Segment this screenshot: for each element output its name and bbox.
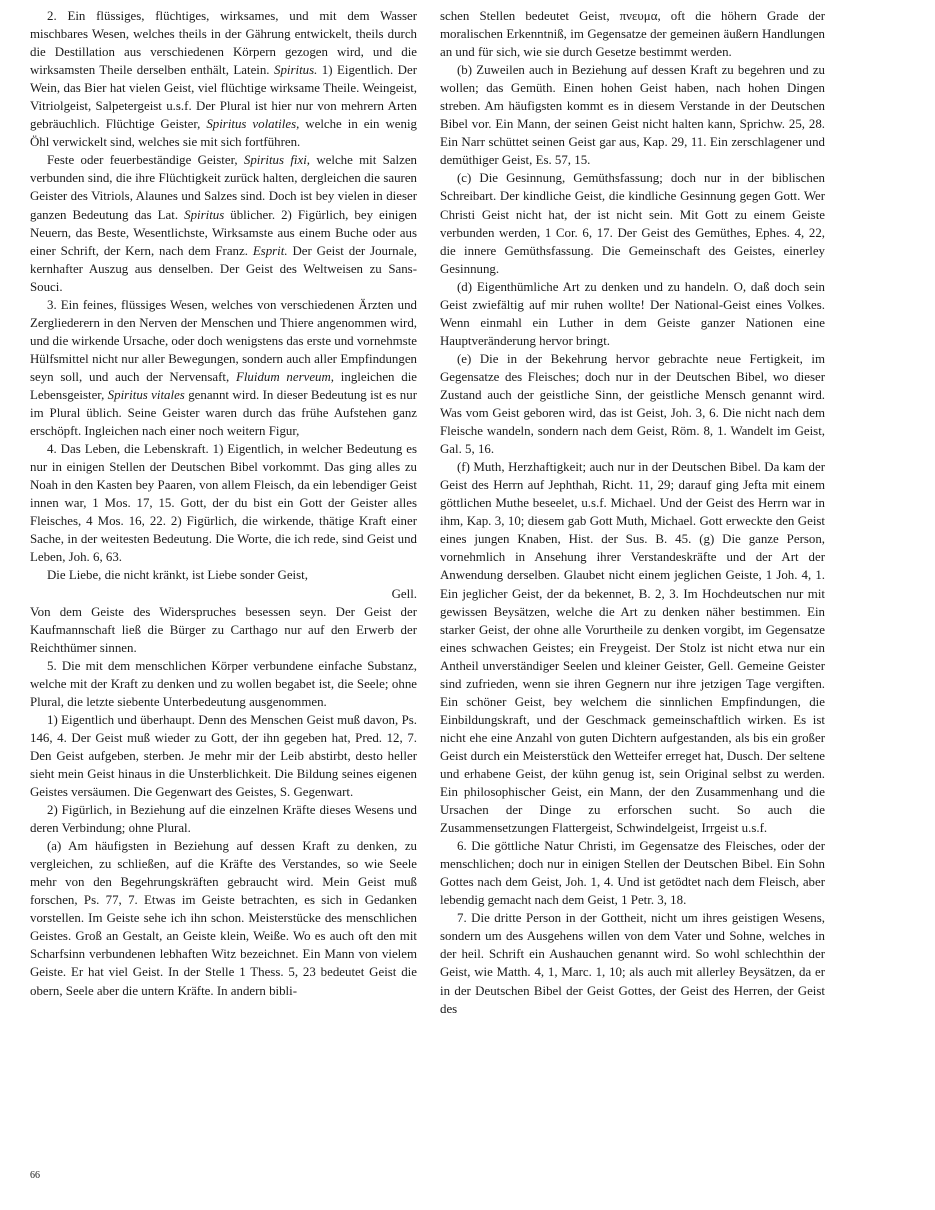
paragraph	[440, 458, 825, 837]
text-run: Der Geist der Journale, kernhafter Auszug aus denselben. Der Geist des Weltweisen zu Sans-Souci.	[30, 243, 417, 294]
paragraph	[440, 278, 825, 350]
text-run: (d) Eigenthümliche Art zu denken und zu handeln. O, daß doch sein Geist zwiefältig auf mir ruhen wollte! Der National-Geist eines Volkes. Wenn einmahl ein Luther in dem Geiste ganzer Nationen eine Hauptveränderung hervor bringt.	[440, 279, 825, 348]
text-run: 4. Das Leben, die Lebenskraft. 1) Eigentlich, in welcher Bedeutung es nur in einigen Stellen der Deutschen Bibel vorkommt. Das ging alles zu Noah in den Kasten bey Paaren, von allem Fleisch, da ein lebendiger Geist innen war, 1 Mos. 17, 15. Gott, der du bist ein Gott der Geister alles Fleisches, 4 Mos. 16, 22. 2) Figürlich, die wirkende, thätige Kraft einer Sache, in der weitesten Bedeutung. Die Worte, die ich rede, sind Geist und Leben, Joh. 6, 63.	[30, 442, 417, 565]
text-run: 1) Eigentlich. Der Wein, das Bier hat vielen Geist, viel flüchtige wirksame Theile. Weingeist, Vitriolgeist, Salpetergeist u.s.f. Der Plural ist hier nur von mehrern Arten gebräuchlich. Flüchtige Geister,	[30, 63, 417, 132]
right-column	[440, 7, 825, 1018]
text-run: üblicher. 2) Figürlich, bey einigen Neuern, das Beste, Wesentlichste, Wirksamste aus einem Buche oder aus einer Schrift, der Kern, nach dem Franz.	[30, 207, 418, 258]
paragraph	[30, 711, 417, 801]
text-run: welche in ein wenig Öhl verwickelt sind, welches sie mit sich fortführen.	[30, 117, 417, 150]
text-run: 3. Ein feines, flüssiges Wesen, welches von verschiedenen Ärzten und Zergliederern in den Nerven der Menschen und Thiere angenommen wird, und die wirkende Ursache, oder doch wenigstens das erste und vornehmste Hülfsmittel nicht nur aller Bewegungen, sondern auch aller Empfindungen seyn soll, und auch der Nervensaft,	[30, 297, 417, 384]
text-run: 6. Die göttliche Natur Christi, im Gegensatze des Fleisches, oder der menschlichen; doch nur in einigen Stellen der Deutschen Bibel. Ein Sohn Gottes nach dem Geist, Joh. 1, 4. Und ist getödtet nach dem Fleisch, aber lebendig gemacht nach dem Geist, 1 Petr. 3, 18.	[440, 839, 825, 908]
paragraph	[30, 440, 417, 566]
paragraph	[440, 837, 825, 909]
latin-term: Esprit.	[252, 243, 288, 258]
latin-term: Spiritus vitales	[107, 387, 185, 402]
paragraph	[440, 350, 825, 458]
paragraph	[440, 7, 825, 61]
text-run: (b) Zuweilen auch in Beziehung auf dessen Kraft zu begehren und zu wollen; das Gemüth. Einen hohen Geist haben, nach hohen Dingen streben. Am häufigsten kommt es in diesem Verstande in der Deutschen Bibel vor. Ein Mann, der seinen Geist nicht halten kann, Sprichw. 25, 28. Ein Narr schüttet seinen Geist gar aus, Kap. 29, 11. Ein zerschlagener und demüthiger Geist, Es. 57, 15.	[440, 63, 825, 168]
text-run: 5. Die mit dem menschlichen Körper verbundene einfache Substanz, welche mit der Kraft zu denken und zu wollen begabet ist, die Seele; ohne Plural, die letzte siebente Unterbedeutung ausgenommen.	[30, 658, 417, 709]
latin-term: Spiritus	[184, 207, 225, 222]
latin-term: Spiritus fixi,	[243, 153, 311, 168]
text-run: (f) Muth, Herzhaftigkeit; auch nur in der Deutschen Bibel. Da kam der Geist des Herrn auf Jephthah, Richt. 11, 29; darauf ging Jefta mit einem göttlichen Muthe beseelet, u.s.f. Michael. Und der Geist des Herrn war in ihm, Kap. 3, 10; diesem gab Gott Muth, Michael. Gott erweckte den Geist eines jungen Knaben, Hist. der Sus. B. 45. (g) Die ganze Person, vornehmlich in Ansehung ihrer Verstandeskräfte und der Art der Anwendung derselben. Glaubet nicht einem jeglichen Geiste, 1 Joh. 4, 1. Ein jeglicher Geist, der da bekennet, B. 2, 3. Im Hochdeutschen nur mit gewissen Beysätzen, welche die Art zu denken näher bestimmen. Ein starker Geist, der ohne alle Vorurtheile zu denken vorgibt, im Gegensatze eines schwachen Geistes; ein Freygeist. Der Stolz ist nicht etwa nur ein Antheil unverständiger Seelen und kleiner Geister, Gell. Gemeine Geister sind zufrieden, wenn sie ihren Gegnern nur ihre jetzigen Tage vergiften. Ein schöner Geist, bey welchem die sinnlichen Empfindungen, die Einbildungskraft, und der Geschmack gemeinschaftlich wirken. Es ist nicht ehe eine Anzahl von guten Dichtern aufgestanden, als bis ein großer Geist durch ein Meisterstück den Wetteifer erreget hat, Dusch. Der seltene und erhabene Geist, der kühn genug ist, sein Original selbst zu werden. Ein philosophischer Geist, ein Mann, der den Zusammenhang und die Ursachen der Dinge zu erforschen sucht. So auch die Zusammensetzungen Flattergeist, Schwindelgeist, Irrgeist u.s.f.	[440, 460, 825, 836]
paragraph	[30, 296, 417, 440]
text-run: welche mit Salzen verbunden sind, die ihre Flüchtigkeit zurück halten, dergleichen die sauren Geister des Vitriols, Alaunes und Salzes sind. Doch ist bey vielen in dieser ganzen Bedeutung das Lat.	[30, 153, 417, 222]
paragraph	[30, 566, 417, 584]
text-run: (e) Die in der Bekehrung hervor gebrachte neue Fertigkeit, im Gegensatze des Fleisches; doch nur in der Deutschen Bibel, wo dieser Zustand auch der geistliche Sinn, der geistliche Mensch genannt wird. Was vom Geist geboren wird, das ist Geist, Joh. 3, 6. Die nicht nach dem Fleische wandeln, sondern nach dem Geist, Röm. 8, 1. Wandelt im Geist, Gal. 5, 16.	[440, 351, 825, 457]
paragraph	[30, 585, 417, 603]
text-run: Von dem Geiste des Widerspruches besessen seyn. Der Geist der Kaufmannschaft ließ die Bürger zu Carthago nur auf den Erwerb der Reichthümer sinnen.	[30, 604, 417, 655]
paragraph	[30, 7, 417, 151]
text-run: genannt wird. In dieser Bedeutung ist es nur im Plural üblich. Seine Geister waren durch das frühe Aufstehen ganz erschöpft. Ingleichen nach einer noch weitern Figur,	[30, 387, 417, 439]
paragraph	[440, 169, 825, 277]
paragraph	[30, 151, 417, 295]
text-run: ingleichen die Lebensgeister,	[30, 369, 417, 402]
page-number: 66	[30, 1170, 40, 1181]
paragraph	[30, 603, 417, 657]
text-run: Die Liebe, die nicht kränkt, ist Liebe sonder Geist,	[47, 568, 308, 583]
text-run: 2. Ein flüssiges, flüchtiges, wirksames, und mit dem Wasser mischbares Wesen, welches theils in der Gährung entwickelt, theils durch die Destillation aus verschiedenen Körpern gezogen wird, und die wirksamsten Theile derselben enthält, Latein.	[30, 9, 417, 78]
text-run: 7. Die dritte Person in der Gottheit, nicht um ihres geistigen Wesens, sondern um des Ausgehens willen von dem Vater und Sohne, welches in der heil. Schrift ein Aushauchen genannt wird. So wohl schlechthin der Geist, wie Matth. 4, 1, Marc. 1, 10; als auch mit allerley Beysätzen, da er in der Deutschen Bibel der Geist Gottes, der Geist des Herren, der Geist des	[440, 911, 825, 1016]
text-run: Gell.	[391, 586, 417, 601]
paragraph	[440, 909, 825, 1017]
text-run: Feste oder feuerbeständige Geister,	[47, 153, 244, 168]
left-column	[30, 7, 417, 1000]
text-run: (c) Die Gesinnung, Gemüthsfassung; doch nur in der biblischen Schreibart. Der kindliche Geist, die kindliche Gesinnung gegen Gott. Wer Christi Geist nicht hat, der ist nicht sein. Mit Gott zu einem Geiste verbunden werden, 1 Cor. 6, 17. Der Geist des Gemüthes, Ephes. 4, 22, die innere Gemüthsfassung. Die Gemeinschaft des Geistes, einerley Gesinnung.	[440, 171, 825, 276]
text-run: schen Stellen bedeutet Geist, πνευμα, oft die höhern Grade der moralischen Erkenntniß, im Gegensatze der gemeinen äußern Handlungen an und für sich, wie sie durch Gesetze bestimmt werden.	[440, 9, 825, 60]
paragraph	[30, 657, 417, 711]
text-run: (a) Am häufigsten in Beziehung auf dessen Kraft zu denken, zu vergleichen, zu schließen, auf die Kräfte des Verstandes, so wie Seele mehr von den Begehrungskräften gebraucht wird. Mein Geist muß forschen, Ps. 77, 7. Etwas im Geiste betrachten, es sich in Gedanken vorstellen. Im Geiste sehe ich ihn schon. Meisterstücke des menschlichen Geistes. Groß an Gestalt, an Geiste klein, Weiße. Wo es auch oft den mit Scharfsinn verbundenen lebhaften Witz bezeichnet. Ein Mann von vielem Geiste. Er hat viel Geist. In der Stelle 1 Thess. 5, 23 bedeutet Geist die obern, Seele aber die untern Kräfte. In andern bibli-	[30, 839, 417, 998]
latin-term: Spiritus.	[274, 63, 318, 78]
text-run: 2) Figürlich, in Beziehung auf die einzelnen Kräfte dieses Wesens und deren Verbindung; ohne Plural.	[30, 803, 417, 836]
paragraph	[30, 801, 417, 837]
latin-term: Fluidum nerveum,	[235, 369, 335, 384]
latin-term: Spiritus volatiles,	[206, 117, 300, 132]
paragraph	[440, 61, 825, 169]
paragraph	[30, 837, 417, 999]
text-run: 1) Eigentlich und überhaupt. Denn des Menschen Geist muß davon, Ps. 146, 4. Der Geist muß wieder zu Gott, der ihn gegeben hat, Pred. 12, 7. Den Geist aufgeben, sterben. Je mehr mir der Leib abstirbt, desto heller sieht mein Geist hinaus in die Unsterblichkeit. Die Bildung seines eigenen Geistes versäumen. Die Gegenwart des Geistes, S. Gegenwart.	[30, 712, 417, 800]
